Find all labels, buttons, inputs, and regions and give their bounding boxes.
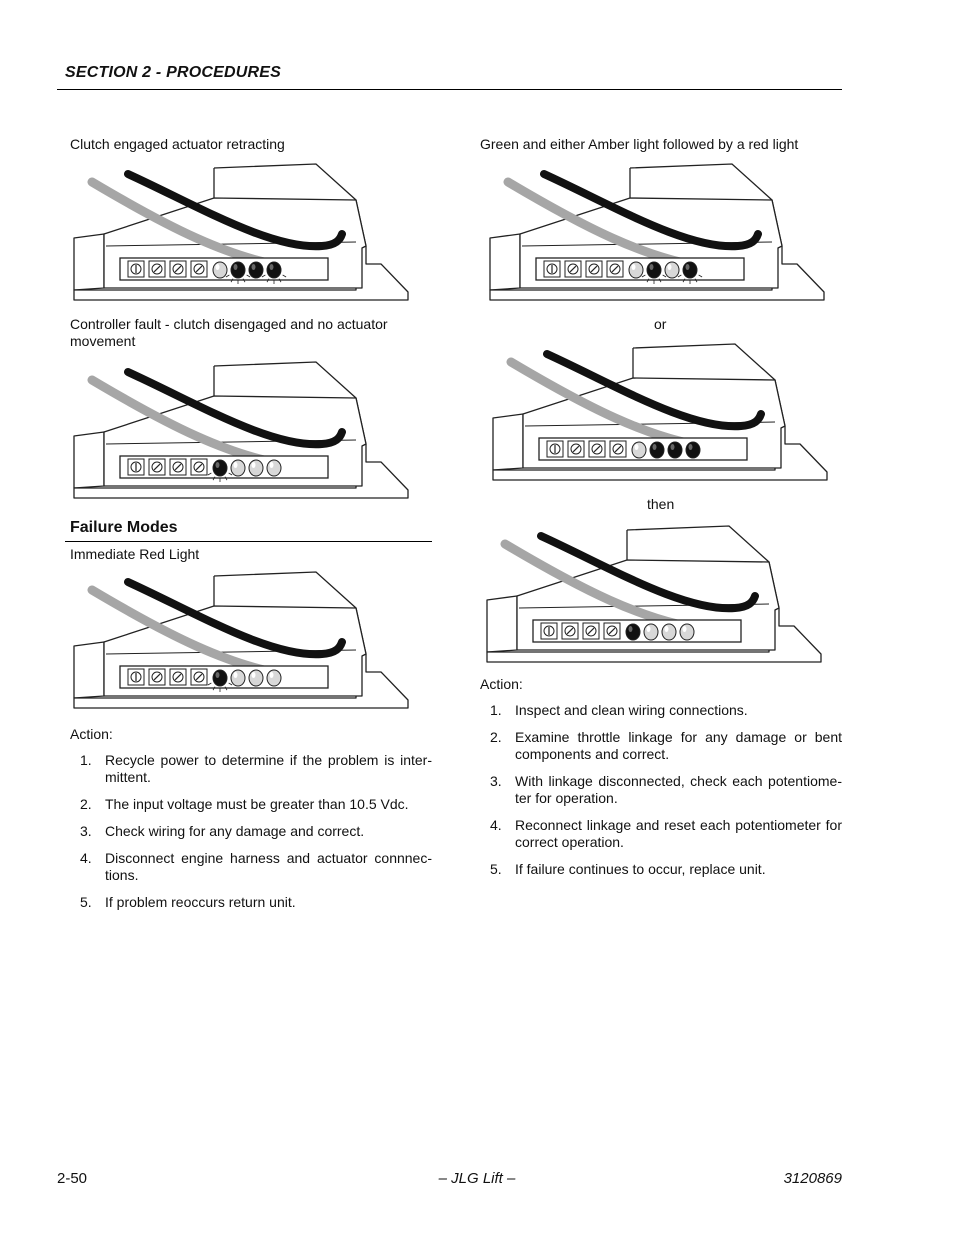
indicator-light bbox=[662, 624, 676, 640]
caption-controller-fault-line2: movement bbox=[70, 333, 136, 349]
indicator-light bbox=[626, 624, 640, 640]
light-highlight bbox=[270, 672, 274, 678]
list-item bbox=[70, 894, 432, 911]
header-rule bbox=[57, 89, 842, 90]
mounting-bracket bbox=[74, 642, 104, 698]
indicator-light bbox=[650, 442, 664, 458]
step-text: Reconnect linkage and reset each potentiometer for correct operation. bbox=[515, 817, 842, 850]
step-text: If problem reoccurs return unit. bbox=[105, 894, 296, 910]
step-number: 3. bbox=[80, 823, 92, 839]
indicator-light bbox=[213, 670, 227, 686]
step-number: 4. bbox=[490, 817, 502, 833]
list-item bbox=[480, 817, 842, 851]
indicator-light bbox=[213, 460, 227, 476]
action-steps-right bbox=[480, 702, 842, 888]
indicator-light bbox=[683, 262, 697, 278]
caption-controller-fault-line1: Controller fault - clutch disengaged and no actuator bbox=[70, 316, 388, 332]
indicator-light bbox=[267, 670, 281, 686]
list-item bbox=[480, 729, 842, 763]
mounting-bracket bbox=[487, 596, 517, 652]
step-text: If failure continues to occur, replace unit. bbox=[515, 861, 766, 877]
light-highlight bbox=[252, 264, 256, 270]
list-item bbox=[70, 752, 432, 786]
failure-modes-heading: Failure Modes bbox=[70, 519, 178, 536]
indicator-light bbox=[231, 262, 245, 278]
controller-figure-6 bbox=[479, 522, 829, 667]
light-highlight bbox=[632, 264, 636, 270]
indicator-light bbox=[680, 624, 694, 640]
light-highlight bbox=[234, 462, 238, 468]
indicator-light bbox=[629, 262, 643, 278]
light-highlight bbox=[234, 264, 238, 270]
mounting-bracket bbox=[74, 234, 104, 290]
step-text: Check wiring for any damage and correct. bbox=[105, 823, 365, 839]
caption-immediate-red: Immediate Red Light bbox=[70, 546, 200, 562]
list-item bbox=[480, 702, 842, 719]
step-text: With linkage disconnected, check each potentiome-ter for operation. bbox=[515, 773, 842, 806]
controller-figure-1 bbox=[66, 160, 416, 305]
heading-rule bbox=[65, 541, 432, 542]
light-highlight bbox=[668, 264, 672, 270]
caption-then: then bbox=[647, 496, 675, 512]
step-text: The input voltage must be greater than 10.5 Vdc. bbox=[105, 796, 409, 812]
light-highlight bbox=[270, 264, 274, 270]
light-highlight bbox=[647, 626, 651, 632]
step-number: 2. bbox=[80, 796, 92, 812]
mounting-bracket bbox=[74, 432, 104, 488]
step-number: 4. bbox=[80, 850, 92, 866]
mounting-bracket bbox=[493, 414, 523, 470]
step-text: Recycle power to determine if the problem is inter-mittent. bbox=[105, 752, 432, 785]
light-highlight bbox=[665, 626, 669, 632]
caption-clutch-engaged: Clutch engaged actuator retracting bbox=[70, 136, 285, 152]
indicator-light bbox=[644, 624, 658, 640]
caption-or: or bbox=[654, 316, 667, 332]
step-number: 2. bbox=[490, 729, 502, 745]
light-highlight bbox=[629, 626, 633, 632]
indicator-light bbox=[249, 670, 263, 686]
list-item bbox=[70, 850, 432, 884]
indicator-light bbox=[231, 460, 245, 476]
indicator-light bbox=[267, 460, 281, 476]
indicator-light bbox=[267, 262, 281, 278]
indicator-light bbox=[647, 262, 661, 278]
light-highlight bbox=[671, 444, 675, 450]
step-number: 1. bbox=[80, 752, 92, 768]
caption-controller-fault bbox=[70, 316, 388, 350]
list-item bbox=[70, 823, 432, 840]
indicator-light bbox=[665, 262, 679, 278]
light-highlight bbox=[635, 444, 639, 450]
caption-green-amber-red: Green and either Amber light followed by a red light bbox=[480, 136, 799, 152]
indicator-light bbox=[249, 262, 263, 278]
indicator-light bbox=[231, 670, 245, 686]
step-text: Examine throttle linkage for any damage or bent components and correct. bbox=[515, 729, 842, 762]
mounting-bracket bbox=[490, 234, 520, 290]
step-number: 1. bbox=[490, 702, 502, 718]
indicator-light bbox=[249, 460, 263, 476]
light-highlight bbox=[686, 264, 690, 270]
step-number: 5. bbox=[80, 894, 92, 910]
action-label-left: Action: bbox=[70, 726, 113, 742]
action-label-right: Action: bbox=[480, 676, 523, 692]
light-highlight bbox=[653, 444, 657, 450]
indicator-light bbox=[213, 262, 227, 278]
action-steps-left bbox=[70, 752, 432, 921]
light-highlight bbox=[683, 626, 687, 632]
page-number: 2-50 bbox=[57, 1170, 88, 1187]
step-number: 5. bbox=[490, 861, 502, 877]
light-highlight bbox=[216, 462, 220, 468]
footer-center: – JLG Lift – bbox=[438, 1170, 516, 1187]
controller-figure-5 bbox=[485, 340, 835, 485]
list-item bbox=[480, 773, 842, 807]
indicator-light bbox=[668, 442, 682, 458]
list-item bbox=[480, 861, 842, 878]
light-highlight bbox=[252, 672, 256, 678]
light-highlight bbox=[270, 462, 274, 468]
step-number: 3. bbox=[490, 773, 502, 789]
indicator-light bbox=[686, 442, 700, 458]
light-highlight bbox=[650, 264, 654, 270]
list-item bbox=[70, 796, 432, 813]
controller-figure-3 bbox=[66, 568, 416, 713]
light-highlight bbox=[689, 444, 693, 450]
light-highlight bbox=[234, 672, 238, 678]
step-text: Inspect and clean wiring connections. bbox=[515, 702, 748, 718]
controller-figure-2 bbox=[66, 358, 416, 503]
light-highlight bbox=[216, 264, 220, 270]
light-highlight bbox=[252, 462, 256, 468]
controller-figure-4 bbox=[482, 160, 832, 305]
document-number: 3120869 bbox=[783, 1170, 842, 1187]
step-text: Disconnect engine harness and actuator connnec-tions. bbox=[105, 850, 432, 883]
indicator-light bbox=[632, 442, 646, 458]
section-title: SECTION 2 - PROCEDURES bbox=[65, 64, 281, 81]
light-highlight bbox=[216, 672, 220, 678]
